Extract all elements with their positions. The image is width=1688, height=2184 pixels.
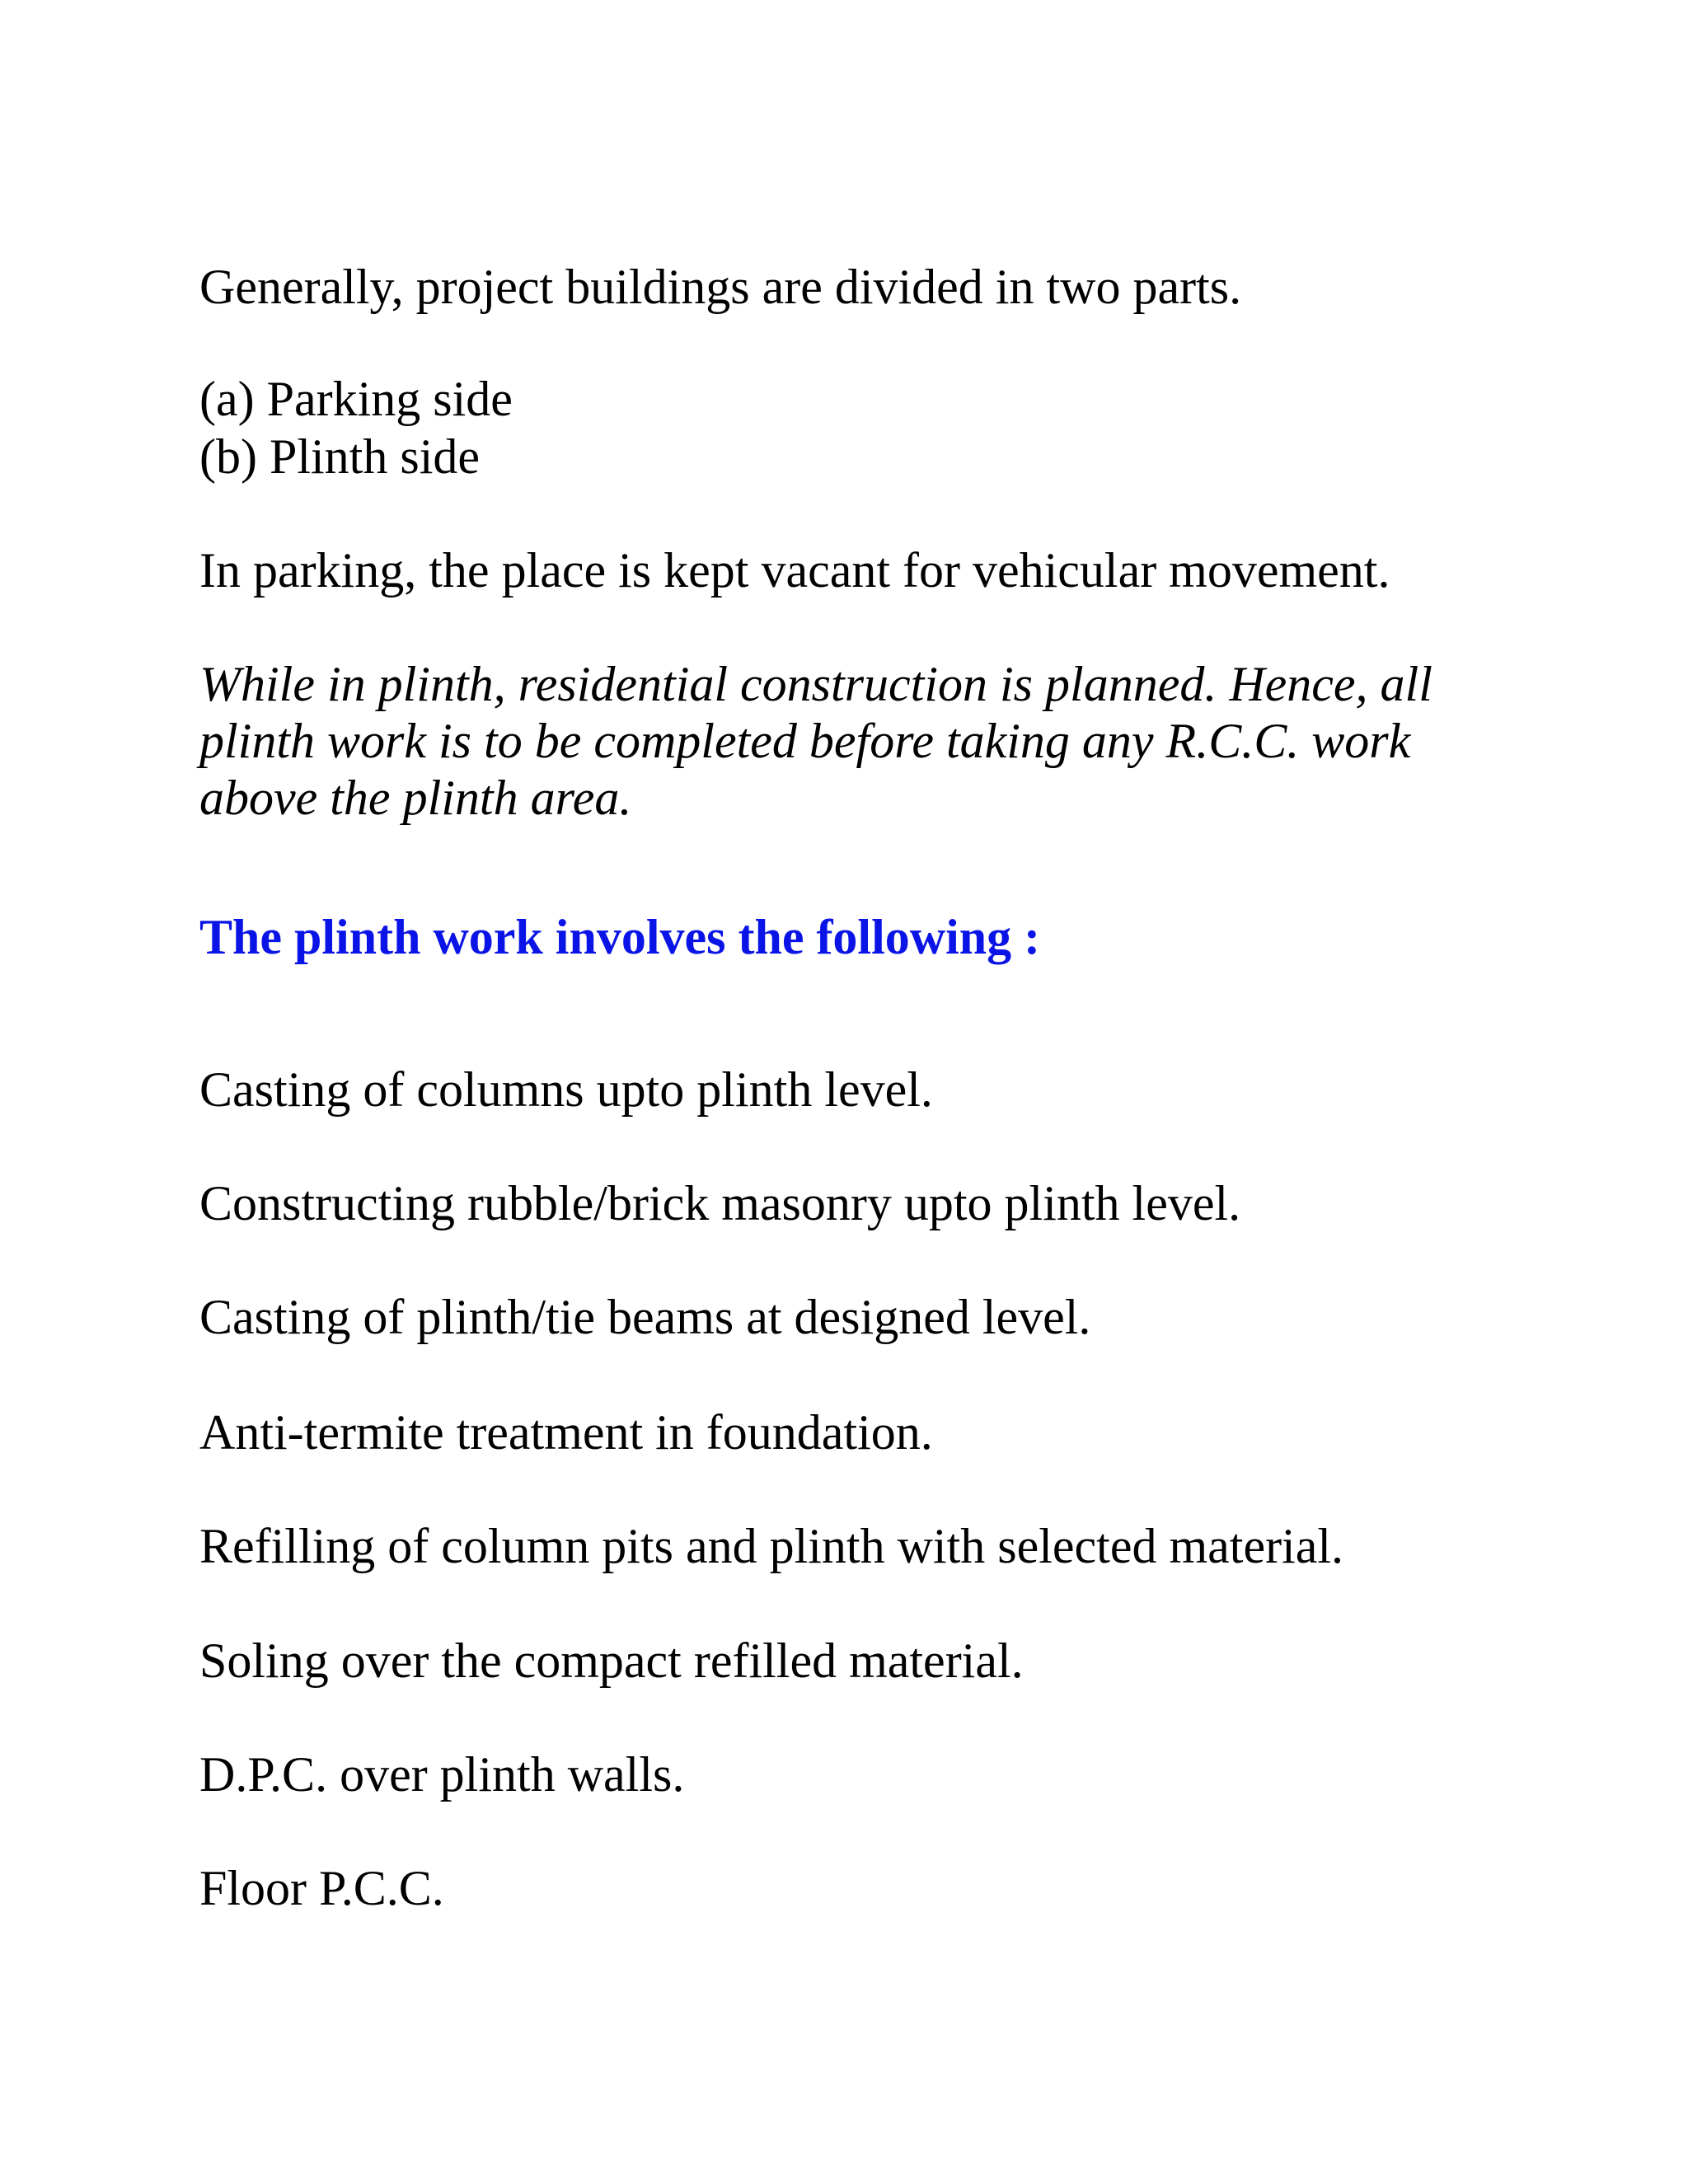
work-item-columns: Casting of columns upto plinth level. bbox=[199, 1062, 933, 1117]
part-item-plinth: (b) Plinth side bbox=[199, 429, 480, 484]
work-item-beams: Casting of plinth/tie beams at designed level. bbox=[199, 1290, 1091, 1344]
work-item-soling: Soling over the compact refilled material. bbox=[199, 1633, 1024, 1688]
parking-paragraph: In parking, the place is kept vacant for vehicular movement. bbox=[199, 543, 1390, 598]
work-item-dpc: D.P.C. over plinth walls. bbox=[199, 1747, 685, 1802]
work-item-masonry: Constructing rubble/brick masonry upto plinth level. bbox=[199, 1176, 1241, 1230]
plinth-paragraph-line-1: While in plinth, residential construction is planned. Hence, all bbox=[199, 657, 1432, 711]
work-item-floor-pcc: Floor P.C.C. bbox=[199, 1861, 444, 1915]
plinth-paragraph-line-2: plinth work is to be completed before taking any R.C.C. work bbox=[199, 714, 1411, 768]
plinth-paragraph-line-3: above the plinth area. bbox=[199, 771, 632, 825]
work-item-anti-termite: Anti-termite treatment in foundation. bbox=[199, 1405, 933, 1460]
intro-paragraph: Generally, project buildings are divided in two parts. bbox=[199, 260, 1242, 314]
work-item-refilling: Refilling of column pits and plinth with selected material. bbox=[199, 1519, 1344, 1573]
part-item-parking: (a) Parking side bbox=[199, 372, 513, 426]
section-heading: The plinth work involves the following : bbox=[199, 910, 1041, 964]
